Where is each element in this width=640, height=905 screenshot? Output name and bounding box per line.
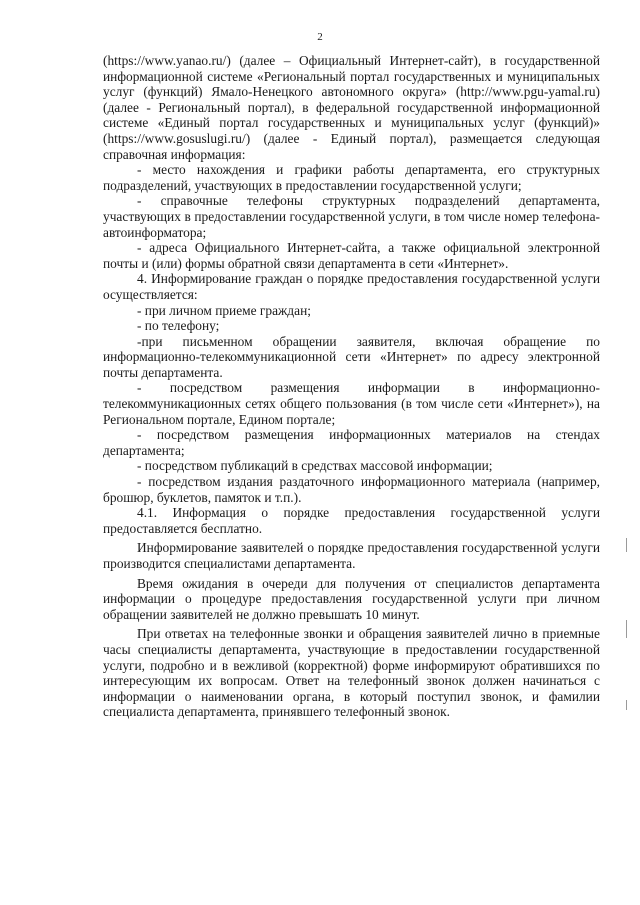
list-item-addresses: - адреса Официального Интернет-сайта, а также официальной электронной почты и (или) формы обратной связи департамента в сети «Интернет». — [103, 240, 600, 271]
list-item-handouts: - посредством издания раздаточного информационного материала (например, брошюр, буклетов, памяток и т.п.). — [103, 474, 600, 505]
paragraph-intro: (https://www.yanao.ru/) (далее – Официальный Интернет-сайт), в государственной информационной системе «Региональный портал государственных и муниципальных услуг (функций) Ямало-Ненецкого автономного округа» (http://www.pgu-yamal.ru) (далее - Региональный портал), в федеральной государственной информационной системе «Единый портал государственных и муниципальных услуг (функций)» (https://www.gosuslugi.ru/) (далее - Единый портал), размещается следующая справочная информация: — [103, 53, 600, 162]
page-number: 2 — [317, 31, 323, 43]
list-item-phone: - по телефону; — [137, 318, 220, 334]
paragraph-phone-answers: При ответах на телефонные звонки и обращения заявителей лично в приемные часы специалисты департамента, участвующие в предоставлении государственной услуги, подробно и в вежливой (корректной) форме информируют обратившихся по интересующим их вопросам. Ответ на телефонный звонок должен начинаться с информации о наименовании органа, в который поступил звонок, и фамилии специалиста департамента, принявшего телефонный звонок. — [103, 626, 600, 720]
scan-edge-mark — [626, 620, 627, 638]
scan-edge-mark — [626, 700, 627, 710]
section-4-heading: 4. Информирование граждан о порядке предоставления государственной услуги осуществляется: — [103, 271, 600, 302]
list-item-personal-reception: - при личном приеме граждан; — [137, 302, 311, 318]
paragraph-informing-specialists: Информирование заявителей о порядке предоставления государственной услуги производится специалистами департамента. — [103, 540, 600, 571]
scan-edge-mark — [626, 538, 627, 552]
list-item-media: - посредством публикаций в средствах массовой информации; — [137, 458, 493, 474]
list-item-written-request: -при письменном обращении заявителя, включая обращение по информационно-телекоммуникационной сети «Интернет» по адресу электронной почты департамента. — [103, 333, 600, 380]
list-item-internet: - посредством размещения информации в информационно-телекоммуникационных сетях общего пользования (в том числе сети «Интернет»), на Региональном портале, Едином портале; — [103, 380, 600, 427]
list-item-location: - место нахождения и графики работы департамента, его структурных подразделений, участвующих в предоставлении государственной услуги; — [103, 162, 600, 193]
paragraph-waiting-time: Время ожидания в очереди для получения от специалистов департамента информации о процедуре предоставления государственной услуги при личном обращении заявителей не должно превышать 10 минут. — [103, 575, 600, 622]
list-item-stands: - посредством размещения информационных материалов на стендах департамента; — [103, 427, 600, 458]
section-4-1: 4.1. Информация о порядке предоставления государственной услуги предоставляется бесплатно. — [103, 505, 600, 536]
list-item-phones: - справочные телефоны структурных подразделений департамента, участвующих в предоставлении государственной услуги, в том числе номер телефона-автоинформатора; — [103, 193, 600, 240]
document-body — [103, 53, 600, 720]
